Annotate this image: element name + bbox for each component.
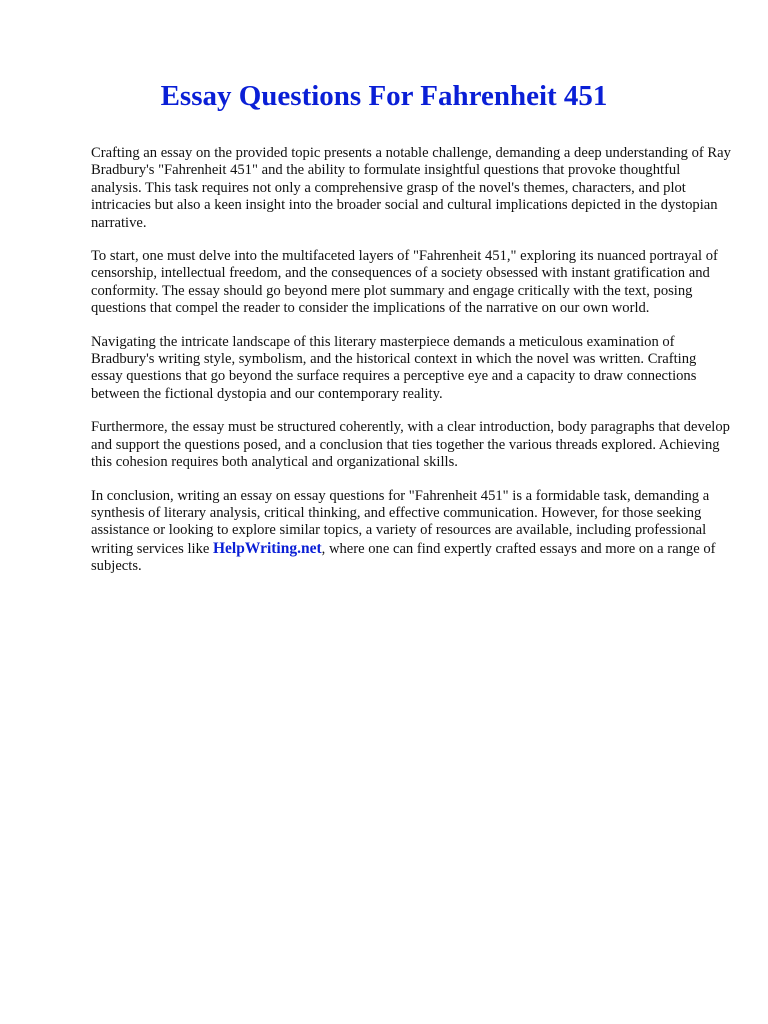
helpwriting-link[interactable]: HelpWriting.net bbox=[213, 539, 322, 557]
paragraph-conclusion bbox=[91, 488, 731, 576]
paragraph-1: Crafting an essay on the provided topic presents a notable challenge, demanding a deep understanding of Ray Bradbury's "Fahrenheit 451" and the ability to formulate insightful questions that provoke thoughtful analysis. This task requires not only a comprehensive grasp of the novel's themes, characters, and plot intricacies but also a keen insight into the broader social and cultural implications depicted in the dystopian narrative. bbox=[91, 145, 731, 231]
document-body bbox=[91, 145, 731, 592]
paragraph-2: To start, one must delve into the multifaceted layers of "Fahrenheit 451," exploring its nuanced portrayal of censorship, intellectual freedom, and the consequences of a society obsessed with instant gratification and conformity. The essay should go beyond mere plot summary and engage critically with the text, posing questions that compel the reader to consider the implications of the narrative on our own world. bbox=[91, 248, 718, 317]
page-title: Essay Questions For Fahrenheit 451 bbox=[160, 80, 608, 112]
paragraph-4: Furthermore, the essay must be structured coherently, with a clear introduction, body paragraphs that develop and support the questions posed, and a conclusion that ties together the various threads explored. Achieving this cohesion requires both analytical and organizational skills. bbox=[91, 419, 730, 471]
conclusion-text-after-link: , where one can find expertly crafted essays and more on a range of subjects. bbox=[91, 540, 716, 575]
conclusion-text-before-link: In conclusion, writing an essay on essay questions for "Fahrenheit 451" is a formidable task, demanding a synthesis of literary analysis, critical thinking, and effective communication. However, for those seeking assistance or looking to explore similar topics, a variety of resources are available, including professional writing services like bbox=[91, 487, 710, 557]
paragraph-3: Navigating the intricate landscape of this literary masterpiece demands a meticulous examination of Bradbury's writing style, symbolism, and the historical context in which the novel was written. Crafting essay questions that go beyond the surface requires a perceptive eye and a capacity to draw connections between the fictional dystopia and our contemporary reality. bbox=[91, 333, 697, 402]
